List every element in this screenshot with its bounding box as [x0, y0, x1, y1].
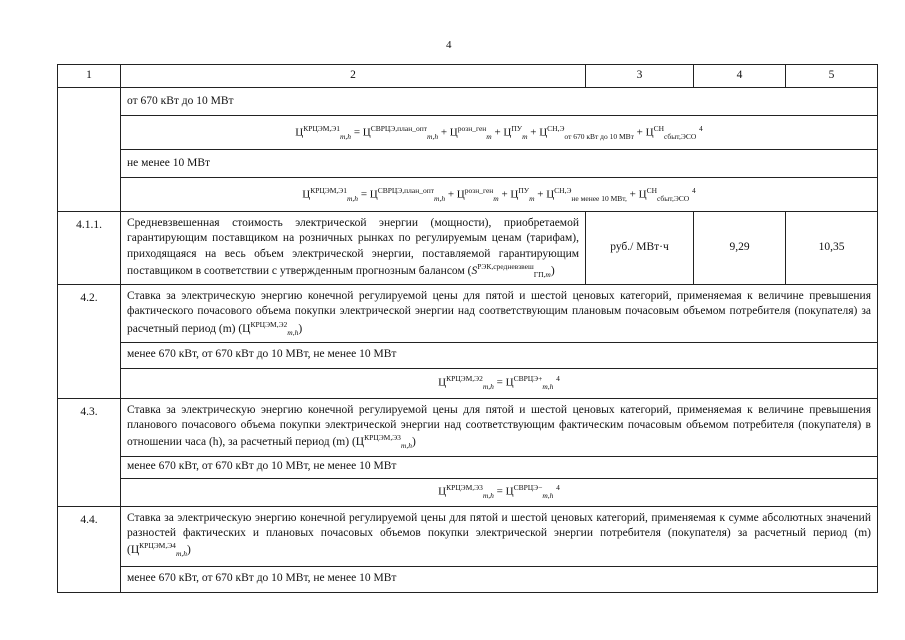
header-cell-4: 4	[694, 65, 786, 88]
formula-e1-high: $Ц^{КРЦЭМ,Э1}_{m,h} = Ц^{СВРЦЭ,план\_опт}_{m,h} + Ц^{розн\_ген}_m + Ц^{ПУ}_m + Ц^{СН,Э}_{не менее 10 МВт,} + Ц^{СН}_{сбыт,ЭСО}$ $^4$	[121, 178, 878, 212]
formula-e1-mid: $Ц^{КРЦЭМ,Э1}_{m,h} = Ц^{СВРЦЭ,план\_опт}_{m,h} + Ц^{розн\_ген}_m + Ц^{ПУ}_m + Ц^{СН,Э}_{от 670 кВт до 10 МВт} + Ц^{СН}_{сбыт,ЭСО}$ $^4$	[121, 116, 878, 150]
header-cell-5: 5	[786, 65, 878, 88]
table-row	[58, 566, 878, 592]
header-cell-3: 3	[586, 65, 694, 88]
item-description: Ставка за электрическую энергию конечной регулируемой цены для пятой и шестой ценовых категорий, применяемая к величине превышения фактического почасового объема покупки электрической энергии над соответствующим плановым почасовым объемом потребителя (покупателя) за расчетный период (m) $(Ц^{КРЦЭМ,Э2}_{m,h})$	[121, 284, 878, 342]
item-description: Средневзвешенная стоимость электрической энергии (мощности), приобретаемой гарантирующим поставщиком на розничных рынках по регулируемым ценам (тарифам), приходящаяся на весь объем электрической энергии, поставляемой гарантирующим поставщиком в соответствии с утвержденным прогнозным балансом $(S^{РЭК,средневзвеш}_{ГП,m})$	[121, 212, 586, 285]
unit-cell: руб./ МВт·ч	[586, 212, 694, 285]
formula-e3: $Ц^{КРЦЭМ,Э3}_{m,h} = Ц^{СВРЦЭ-}_{m,h}$ $^4$	[121, 478, 878, 506]
page-number: 4	[446, 39, 452, 51]
header-cell-2: 2	[121, 65, 586, 88]
table-row	[58, 212, 878, 285]
table-row	[58, 284, 878, 342]
category-label: не менее 10 МВт	[121, 150, 878, 178]
table-row	[58, 88, 878, 116]
table-row	[58, 456, 878, 478]
table-row	[58, 506, 878, 566]
table-row	[58, 342, 878, 368]
value-col5: 10,35	[786, 212, 878, 285]
item-description: Ставка за электрическую энергию конечной регулируемой цены для пятой и шестой ценовых категорий, применяемая к величине превышения планового почасового объема покупки электрической энергии над соответствующим фактическим почасовым объемом потребителя (покупателя) в отношении часа (h), за расчетный период (m) $(Ц^{КРЦЭМ,Э3}_{m,h})$	[121, 398, 878, 456]
table-row	[58, 178, 878, 212]
category-label: менее 670 кВт, от 670 кВт до 10 МВт, не менее 10 МВт	[121, 342, 878, 368]
table-row	[58, 368, 878, 398]
category-label: менее 670 кВт, от 670 кВт до 10 МВт, не менее 10 МВт	[121, 566, 878, 592]
item-number: 4.1.1.	[58, 212, 121, 285]
item-description: Ставка за электрическую энергию конечной регулируемой цены для пятой и шестой ценовых категорий, применяемая к сумме абсолютных значений разностей фактических и плановых почасовых объемов покупки электрической энергии потребителя (покупателя) за расчетный период (m) $(Ц^{КРЦЭМ,Э4}_{m,h})$	[121, 506, 878, 566]
header-cell-1: 1	[58, 65, 121, 88]
value-col4: 9,29	[694, 212, 786, 285]
header-row	[58, 65, 878, 88]
item-number: 4.3.	[58, 398, 121, 506]
tariff-table	[57, 64, 878, 593]
table-row	[58, 116, 878, 150]
formula-e2: $Ц^{КРЦЭМ,Э2}_{m,h} = Ц^{СВРЦЭ+}_{m,h}$ $^4$	[121, 368, 878, 398]
table-row	[58, 150, 878, 178]
table-row	[58, 398, 878, 456]
table-row	[58, 478, 878, 506]
item-number: 4.2.	[58, 284, 121, 398]
category-label: менее 670 кВт, от 670 кВт до 10 МВт, не менее 10 МВт	[121, 456, 878, 478]
item-number: 4.4.	[58, 506, 121, 592]
category-label: от 670 кВт до 10 МВт	[121, 88, 878, 116]
